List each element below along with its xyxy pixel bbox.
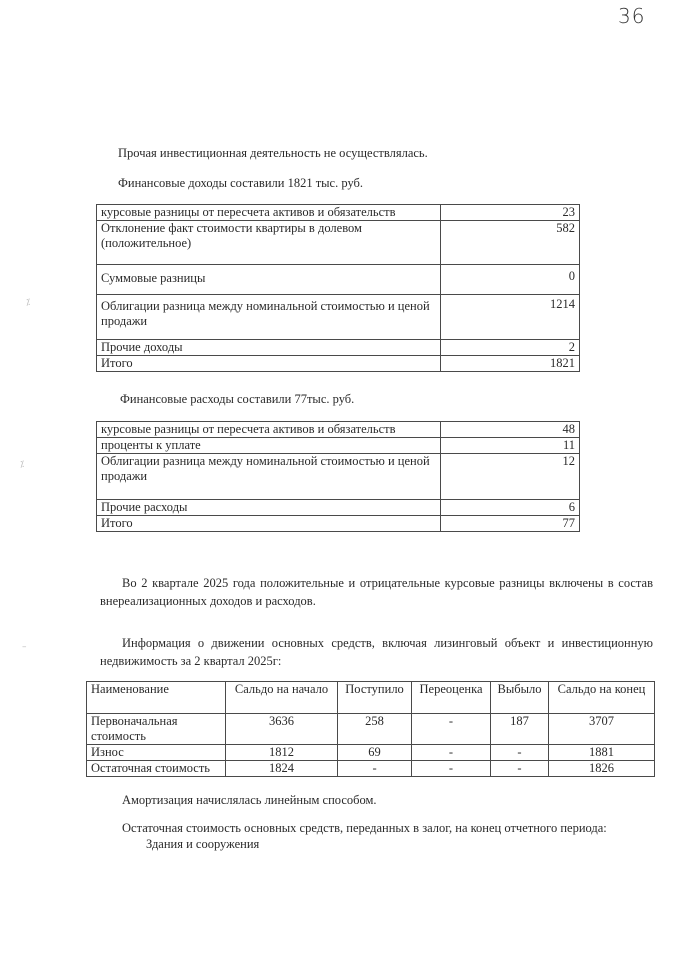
fx-differences-paragraph: Во 2 квартале 2025 года положительные и отрицательные курсовые разницы включены в состав внереализационных доходов и расходов. bbox=[100, 576, 653, 608]
cell: - bbox=[490, 761, 548, 777]
table-row bbox=[97, 205, 580, 221]
cell: 3707 bbox=[549, 714, 655, 745]
column-header: Сальдо на начало bbox=[226, 682, 338, 714]
row-label: Суммовые разницы bbox=[97, 265, 441, 295]
cell: 69 bbox=[338, 745, 412, 761]
margin-mark: ⁒ bbox=[20, 460, 25, 470]
cell: Первоначальная стоимость bbox=[87, 714, 226, 745]
cell: 187 bbox=[490, 714, 548, 745]
table-row-total bbox=[97, 356, 580, 372]
cell: Износ bbox=[87, 745, 226, 761]
column-header: Сальдо на конец bbox=[549, 682, 655, 714]
table-row-total bbox=[97, 516, 580, 532]
pledge-item: Здания и сооружения bbox=[146, 837, 260, 851]
column-header: Поступило bbox=[338, 682, 412, 714]
row-label: проценты к уплате bbox=[97, 438, 441, 454]
cell: - bbox=[490, 745, 548, 761]
column-header: Наименование bbox=[87, 682, 226, 714]
row-value: 77 bbox=[441, 516, 580, 532]
table-row bbox=[97, 500, 580, 516]
cell: 1824 bbox=[226, 761, 338, 777]
row-label: курсовые разницы от пересчета активов и обязательств bbox=[97, 205, 441, 221]
row-label: Прочие доходы bbox=[97, 340, 441, 356]
amortization-line: Амортизация начислялась линейным способом. bbox=[122, 793, 377, 807]
row-value: 582 bbox=[441, 221, 580, 265]
margin-mark: – bbox=[22, 642, 27, 652]
table-row bbox=[97, 295, 580, 340]
row-value: 11 bbox=[441, 438, 580, 454]
row-label: Облигации разница между номинальной стоимостью и ценой продажи bbox=[97, 295, 441, 340]
table-header-row bbox=[87, 682, 655, 714]
cell: 1826 bbox=[549, 761, 655, 777]
fixed-assets-paragraph: Информация о движении основных средств, включая лизинговый объект и инвестиционную недвижимость за 2 квартал 2025г: bbox=[100, 636, 653, 668]
cell: 1812 bbox=[226, 745, 338, 761]
table-row bbox=[97, 340, 580, 356]
row-value: 48 bbox=[441, 422, 580, 438]
intro-line-investment: Прочая инвестиционная деятельность не осуществлялась. bbox=[118, 146, 428, 160]
row-label: Итого bbox=[97, 516, 441, 532]
financial-income-heading: Финансовые доходы составили 1821 тыс. руб. bbox=[118, 176, 364, 190]
row-value: 0 bbox=[441, 265, 580, 295]
table-row bbox=[97, 454, 580, 500]
row-label: Итого bbox=[97, 356, 441, 372]
pledge-line: Остаточная стоимость основных средств, переданных в залог, на конец отчетного периода: bbox=[122, 821, 607, 835]
table-row bbox=[87, 761, 655, 777]
row-label: Отклонение факт стоимости квартиры в долевом (положительное) bbox=[97, 221, 441, 265]
fixed-assets-table bbox=[86, 681, 655, 777]
row-value: 12 bbox=[441, 454, 580, 500]
financial-income-table bbox=[96, 204, 580, 372]
cell: 258 bbox=[338, 714, 412, 745]
financial-expenses-heading: Финансовые расходы составили 77тыс. руб. bbox=[120, 392, 355, 406]
cell: - bbox=[412, 761, 491, 777]
financial-expenses-table bbox=[96, 421, 580, 532]
cell: - bbox=[412, 714, 491, 745]
row-label: Облигации разница между номинальной стоимостью и ценой продажи bbox=[97, 454, 441, 500]
cell: - bbox=[338, 761, 412, 777]
handwritten-page-number: 36 bbox=[618, 4, 646, 28]
column-header: Переоценка bbox=[412, 682, 491, 714]
row-value: 2 bbox=[441, 340, 580, 356]
table-row bbox=[97, 438, 580, 454]
row-value: 6 bbox=[441, 500, 580, 516]
row-value: 23 bbox=[441, 205, 580, 221]
cell: - bbox=[412, 745, 491, 761]
row-value: 1214 bbox=[441, 295, 580, 340]
table-row bbox=[87, 714, 655, 745]
table-row bbox=[87, 745, 655, 761]
cell: 1881 bbox=[549, 745, 655, 761]
row-label: курсовые разницы от пересчета активов и обязательств bbox=[97, 422, 441, 438]
row-label: Прочие расходы bbox=[97, 500, 441, 516]
column-header: Выбыло bbox=[490, 682, 548, 714]
margin-mark: ⁒ bbox=[26, 298, 31, 308]
row-value: 1821 bbox=[441, 356, 580, 372]
cell: 3636 bbox=[226, 714, 338, 745]
table-row bbox=[97, 422, 580, 438]
table-row bbox=[97, 221, 580, 265]
table-row bbox=[97, 265, 580, 295]
cell: Остаточная стоимость bbox=[87, 761, 226, 777]
